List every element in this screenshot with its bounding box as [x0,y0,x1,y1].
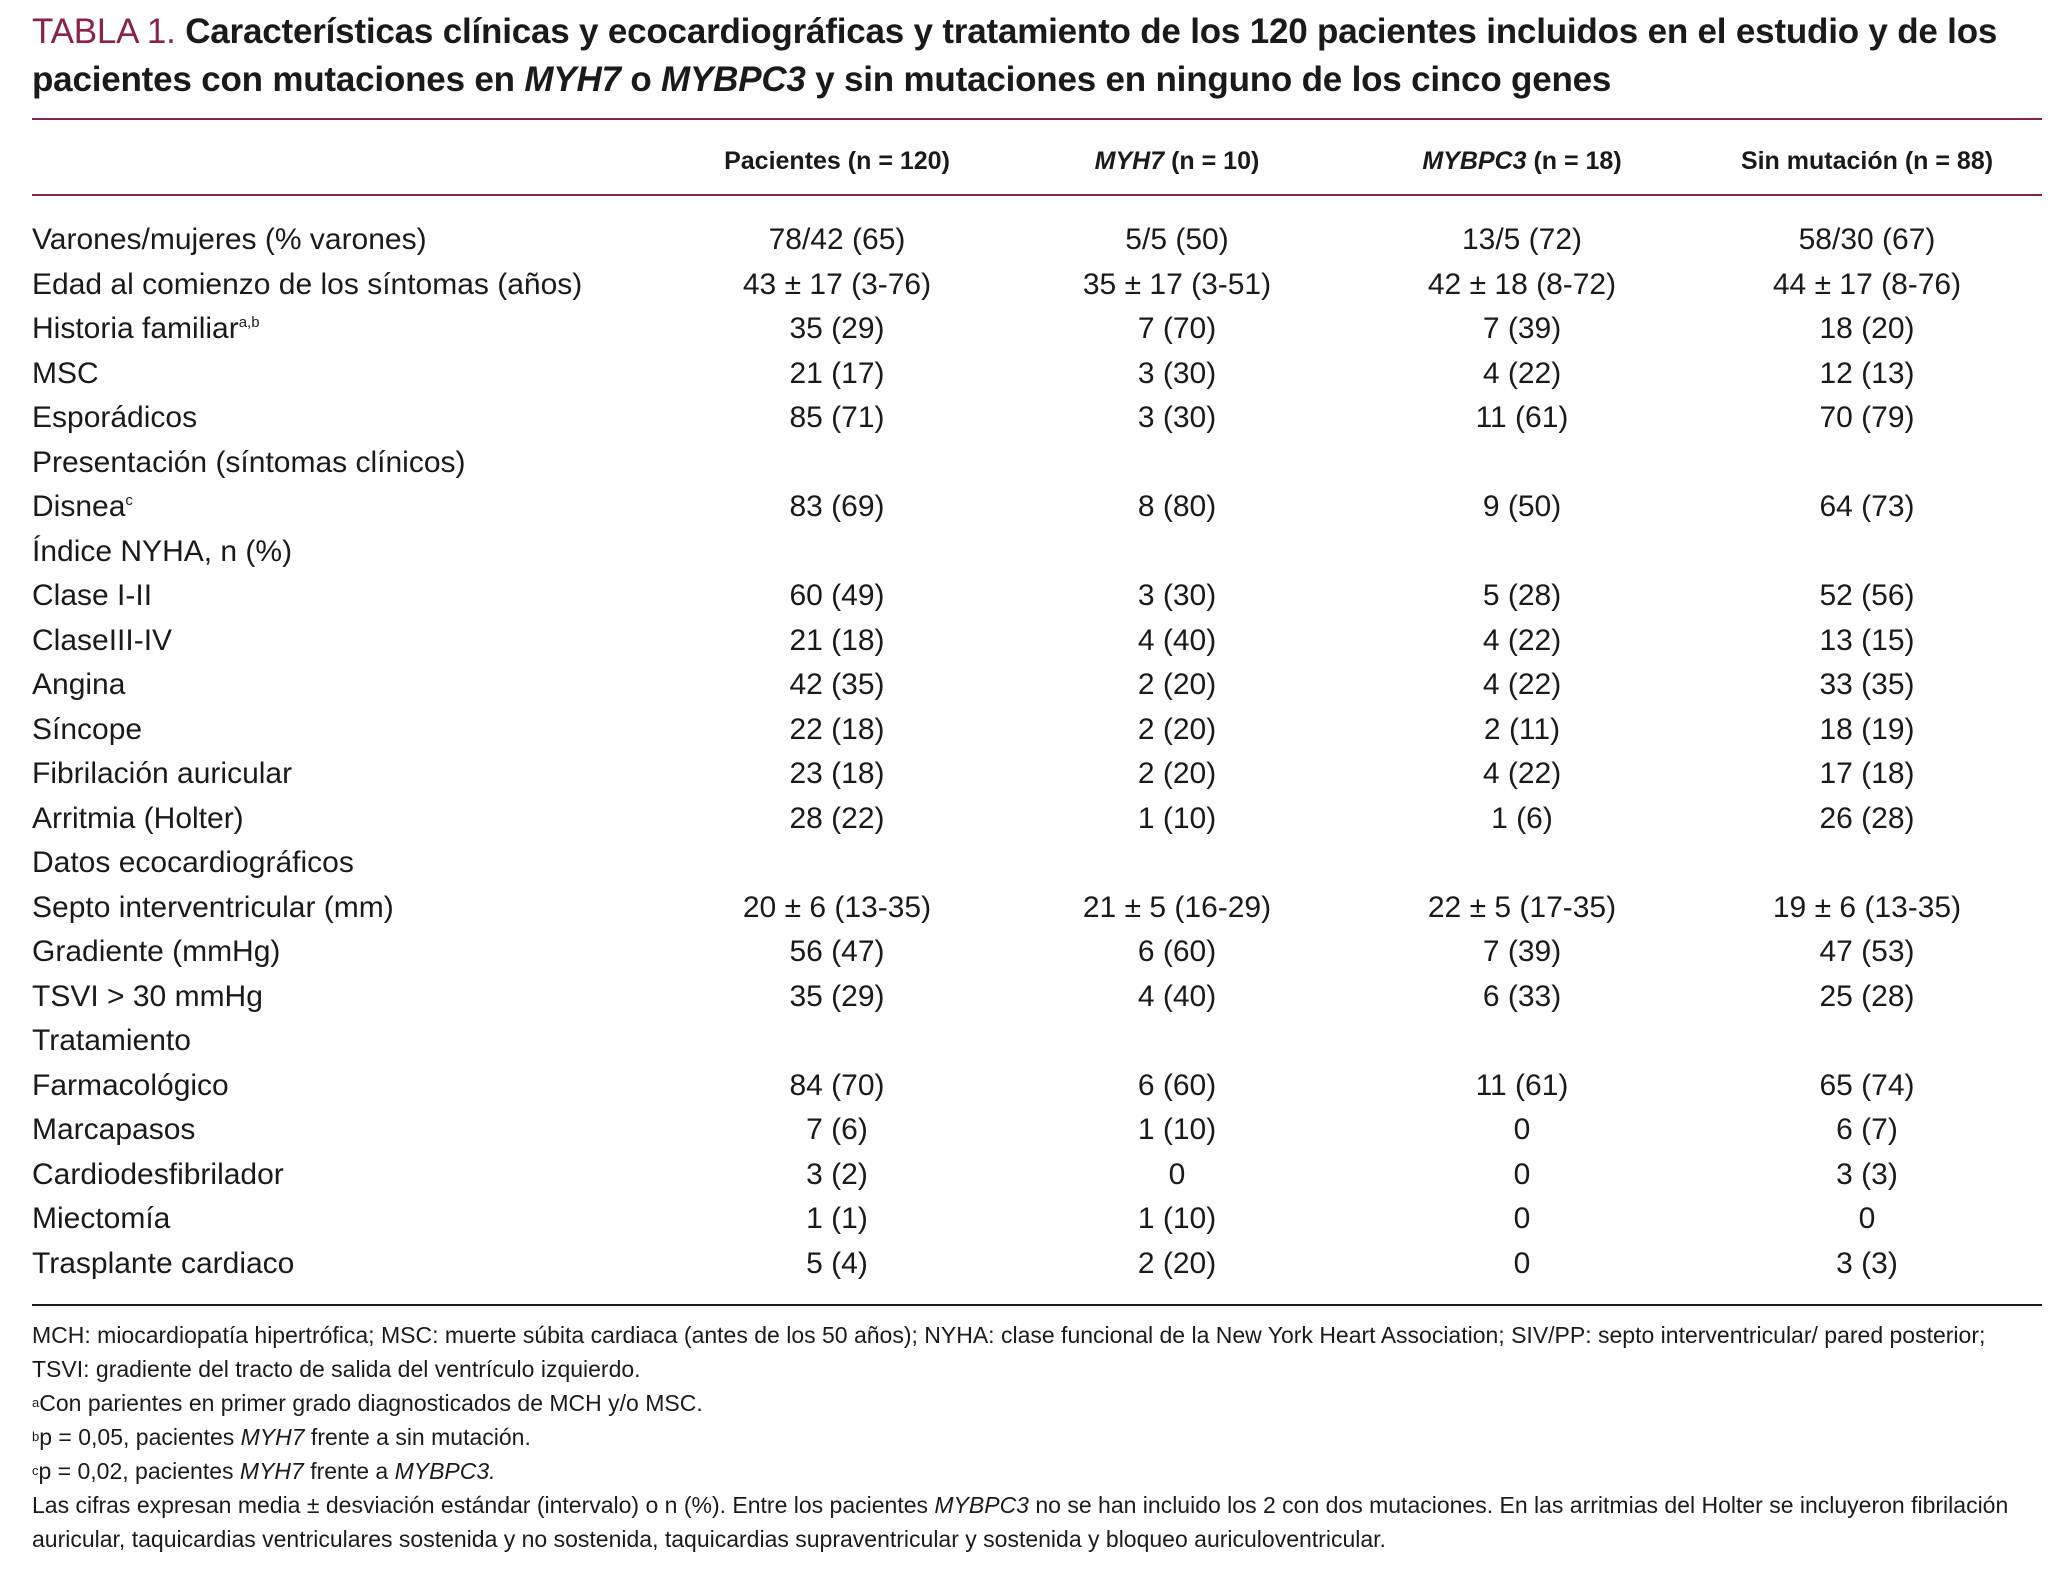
row-label: Esporádicos [32,401,198,435]
cell-value: 52 (56) [1819,579,1915,613]
table-row [32,263,2042,308]
footnote-abbreviations: MCH: miocardiopatía hipertrófica; MSC: muerte súbita cardiaca (antes de los 50 años); NYHA: clase funcional de la New York Heart Association; SIV/PP: septo interventricular/ pared posterior; TSVI: gradiente del tracto de salida del ventrículo izquierdo. [32,1322,1986,1382]
footnote-c: $^c$p = 0,02, pacientes MYH7 frente a MYBPC3. [32,1458,496,1484]
cell-value: 1 (1) [806,1202,868,1236]
cell-value: 1 (6) [1491,801,1553,835]
table-row [32,1197,2042,1242]
cell-value: 33 (35) [1819,668,1915,702]
row-label: Farmacológico [32,1068,229,1102]
cell-value: 2 (11) [1483,712,1561,746]
row-label: Cardiodesfibrilador [32,1157,284,1191]
table-row [32,708,2042,753]
cell-value: 22 (18) [789,712,885,746]
cell-value [672,1019,1002,1064]
cell-value: 5/5 (50) [1125,223,1229,257]
row-label: ClaseIII-IV [32,623,173,657]
cell-value: 7 (39) [1482,935,1562,969]
cell-value [1692,1019,2042,1064]
cell-value: 3 (30) [1137,356,1217,390]
row-label: Fibrilación auricular [32,757,293,791]
table-row [32,1153,2042,1198]
cell-value: 4 (22) [1482,757,1562,791]
cell-value: 0 [1513,1113,1531,1147]
cell-value [672,841,1002,886]
cell-value: 35 ± 17 (3-51) [1082,267,1272,301]
footnote-marker: c [125,492,133,510]
cell-value [1352,441,1692,486]
row-label: Septo interventricular (mm) [32,890,394,924]
table-body [32,196,2042,1286]
cell-value: 0 [1513,1202,1531,1236]
cell-value: 12 (13) [1819,356,1915,390]
cell-value: 17 (18) [1819,757,1915,791]
table-footnotes [32,1318,2042,1556]
cell-value: 0 [1513,1157,1531,1191]
cell-value: 6 (60) [1137,1068,1217,1102]
cell-value: 3 (3) [1836,1157,1898,1191]
header-no-mutation: Sin mutación (n = 88) [1740,146,1994,175]
cell-value [1352,1019,1692,1064]
cell-value: 47 (53) [1819,935,1915,969]
cell-value: 7 (39) [1482,312,1562,346]
cell-value: 70 (79) [1819,401,1915,435]
cell-value: 43 ± 17 (3-76) [742,267,932,301]
cell-value: 3 (2) [806,1157,868,1191]
row-label: Gradiente (mmHg) [32,935,281,969]
cell-value: 58/30 (67) [1798,223,1936,257]
table-row [32,752,2042,797]
cell-value [1692,841,2042,886]
row-label: Miectomía [32,1202,171,1236]
cell-value: 28 (22) [789,801,885,835]
table-row [32,1064,2042,1109]
header-variable [32,120,672,194]
cell-value: 44 ± 17 (8-76) [1772,267,1962,301]
cell-value: 3 (30) [1137,401,1217,435]
cell-value [1352,530,1692,575]
cell-value [1002,1019,1352,1064]
row-label: Clase I-II [32,579,153,613]
cell-value: 11 (61) [1475,1068,1569,1102]
cell-value: 2 (20) [1137,712,1217,746]
header-myh7: MYH7 (n = 10) [1094,146,1260,175]
table-row [32,886,2042,931]
cell-value: 5 (28) [1482,579,1562,613]
cell-value: 0 [1168,1157,1186,1191]
cell-value: 7 (6) [806,1113,868,1147]
cell-value: 65 (74) [1819,1068,1915,1102]
cell-value: 60 (49) [789,579,885,613]
cell-value: 2 (20) [1137,757,1217,791]
table-row [32,841,2042,886]
table-row [32,1242,2042,1287]
table-row [32,797,2042,842]
row-label: Síncope [32,712,143,746]
header-mybpc3: MYBPC3 (n = 18) [1422,146,1622,175]
footnote-b: $^b$p = 0,05, pacientes MYH7 frente a sin mutación. [32,1424,531,1450]
cell-value: 11 (61) [1475,401,1569,435]
table-row [32,1108,2042,1153]
cell-value [1002,441,1352,486]
table-row [32,975,2042,1020]
table-title: TABLA 1. Características clínicas y ecocardiográficas y tratamiento de los 120 pacientes incluidos en el estudio y de los pacientes con mutaciones en MYH7 o MYBPC3 y sin mutaciones en ninguno de los cinco genes [32,12,1998,99]
cell-value [1002,841,1352,886]
cell-value: 21 ± 5 (16-29) [1082,890,1272,924]
cell-value: 22 ± 5 (17-35) [1427,890,1617,924]
cell-value: 7 (70) [1137,312,1217,346]
cell-value: 6 (60) [1137,935,1217,969]
cell-value: 0 [1513,1246,1531,1280]
row-label: Tratamiento [32,1024,191,1058]
table-row [32,396,2042,441]
cell-value [1352,841,1692,886]
cell-value: 35 (29) [789,312,885,346]
cell-value [1692,530,2042,575]
table-row [32,930,2042,975]
header-patients: Pacientes (n = 120) [724,146,950,175]
row-label: Edad al comienzo de los síntomas (años) [32,267,583,301]
table-row [32,196,2042,263]
cell-value: 4 (22) [1482,356,1562,390]
bottom-rule [32,1304,2042,1306]
cell-value [1692,441,2042,486]
cell-value: 6 (7) [1836,1113,1898,1147]
row-label: Trasplante cardiaco [32,1246,295,1280]
header-row [32,120,2042,194]
cell-value: 3 (30) [1137,579,1217,613]
row-label: Disnea$^c$ [32,490,133,524]
cell-value: 42 ± 18 (8-72) [1427,267,1617,301]
cell-value: 13 (15) [1819,623,1915,657]
cell-value: 8 (80) [1137,490,1217,524]
cell-value: 6 (33) [1482,979,1562,1013]
row-label: Arritmia (Holter) [32,801,244,835]
cell-value: 42 (35) [789,668,885,702]
footnote-figures: Las cifras expresan media ± desviación estándar (intervalo) o n (%). Entre los pacientes MYBPC3 no se han incluido los 2 con dos mutaciones. En las arritmias del Holter se incluyeron fibrilación auricular, taquicardias ventriculares sostenida y no sostenida, taquicardias supraventricular y sostenida y bloqueo auriculoventricular. [32,1492,2009,1552]
cell-value: 4 (22) [1482,668,1562,702]
cell-value: 4 (40) [1137,979,1217,1013]
cell-value: 18 (19) [1819,712,1915,746]
row-label: Varones/mujeres (% varones) [32,223,427,257]
cell-value: 21 (18) [789,623,885,657]
row-label: Historia familiar$^{a,b}$ [32,312,260,346]
cell-value: 4 (40) [1137,623,1217,657]
row-label: TSVI > 30 mmHg [32,979,263,1013]
cell-value: 13/5 (72) [1461,223,1583,257]
table-row [32,307,2042,352]
footnote-a: $^a$Con parientes en primer grado diagnosticados de MCH y/o MSC. [32,1390,703,1416]
cell-value: 56 (47) [789,935,885,969]
cell-value: 1 (10) [1137,801,1217,835]
cell-value: 84 (70) [789,1068,885,1102]
cell-value: 5 (4) [806,1246,868,1280]
table-row [32,485,2042,530]
cell-value: 2 (20) [1137,668,1217,702]
cell-value [672,530,1002,575]
cell-value: 2 (20) [1137,1246,1217,1280]
cell-value: 1 (10) [1137,1202,1217,1236]
cell-value [672,441,1002,486]
cell-value: 1 (10) [1137,1113,1217,1147]
cell-value: 83 (69) [789,490,885,524]
row-label: Angina [32,668,126,702]
cell-value: 78/42 (65) [768,223,906,257]
table-row [32,352,2042,397]
table-row [32,574,2042,619]
cell-value: 23 (18) [789,757,885,791]
cell-value: 19 ± 6 (13-35) [1772,890,1962,924]
cell-value: 9 (50) [1482,490,1562,524]
table-row [32,619,2042,664]
table-row [32,1019,2042,1064]
table-label: TABLA 1. [32,12,176,51]
row-label: Índice NYHA, n (%) [32,534,293,568]
row-label: Datos ecocardiográficos [32,846,354,880]
row-label: Marcapasos [32,1113,196,1147]
row-label: Presentación (síntomas clínicos) [32,445,466,479]
cell-value: 0 [1858,1202,1876,1236]
cell-value: 26 (28) [1819,801,1915,835]
data-table [32,120,2042,1286]
table-row [32,663,2042,708]
cell-value: 64 (73) [1819,490,1915,524]
table-row [32,441,2042,486]
row-label: MSC [32,356,99,390]
cell-value: 35 (29) [789,979,885,1013]
table-page [32,8,2042,1556]
cell-value: 4 (22) [1482,623,1562,657]
cell-value: 3 (3) [1836,1246,1898,1280]
cell-value: 85 (71) [789,401,885,435]
table-row [32,530,2042,575]
footnote-marker: a,b [238,314,260,332]
cell-value: 21 (17) [789,356,885,390]
cell-value: 25 (28) [1819,979,1915,1013]
cell-value [1002,530,1352,575]
cell-value: 20 ± 6 (13-35) [742,890,932,924]
cell-value: 18 (20) [1819,312,1915,346]
